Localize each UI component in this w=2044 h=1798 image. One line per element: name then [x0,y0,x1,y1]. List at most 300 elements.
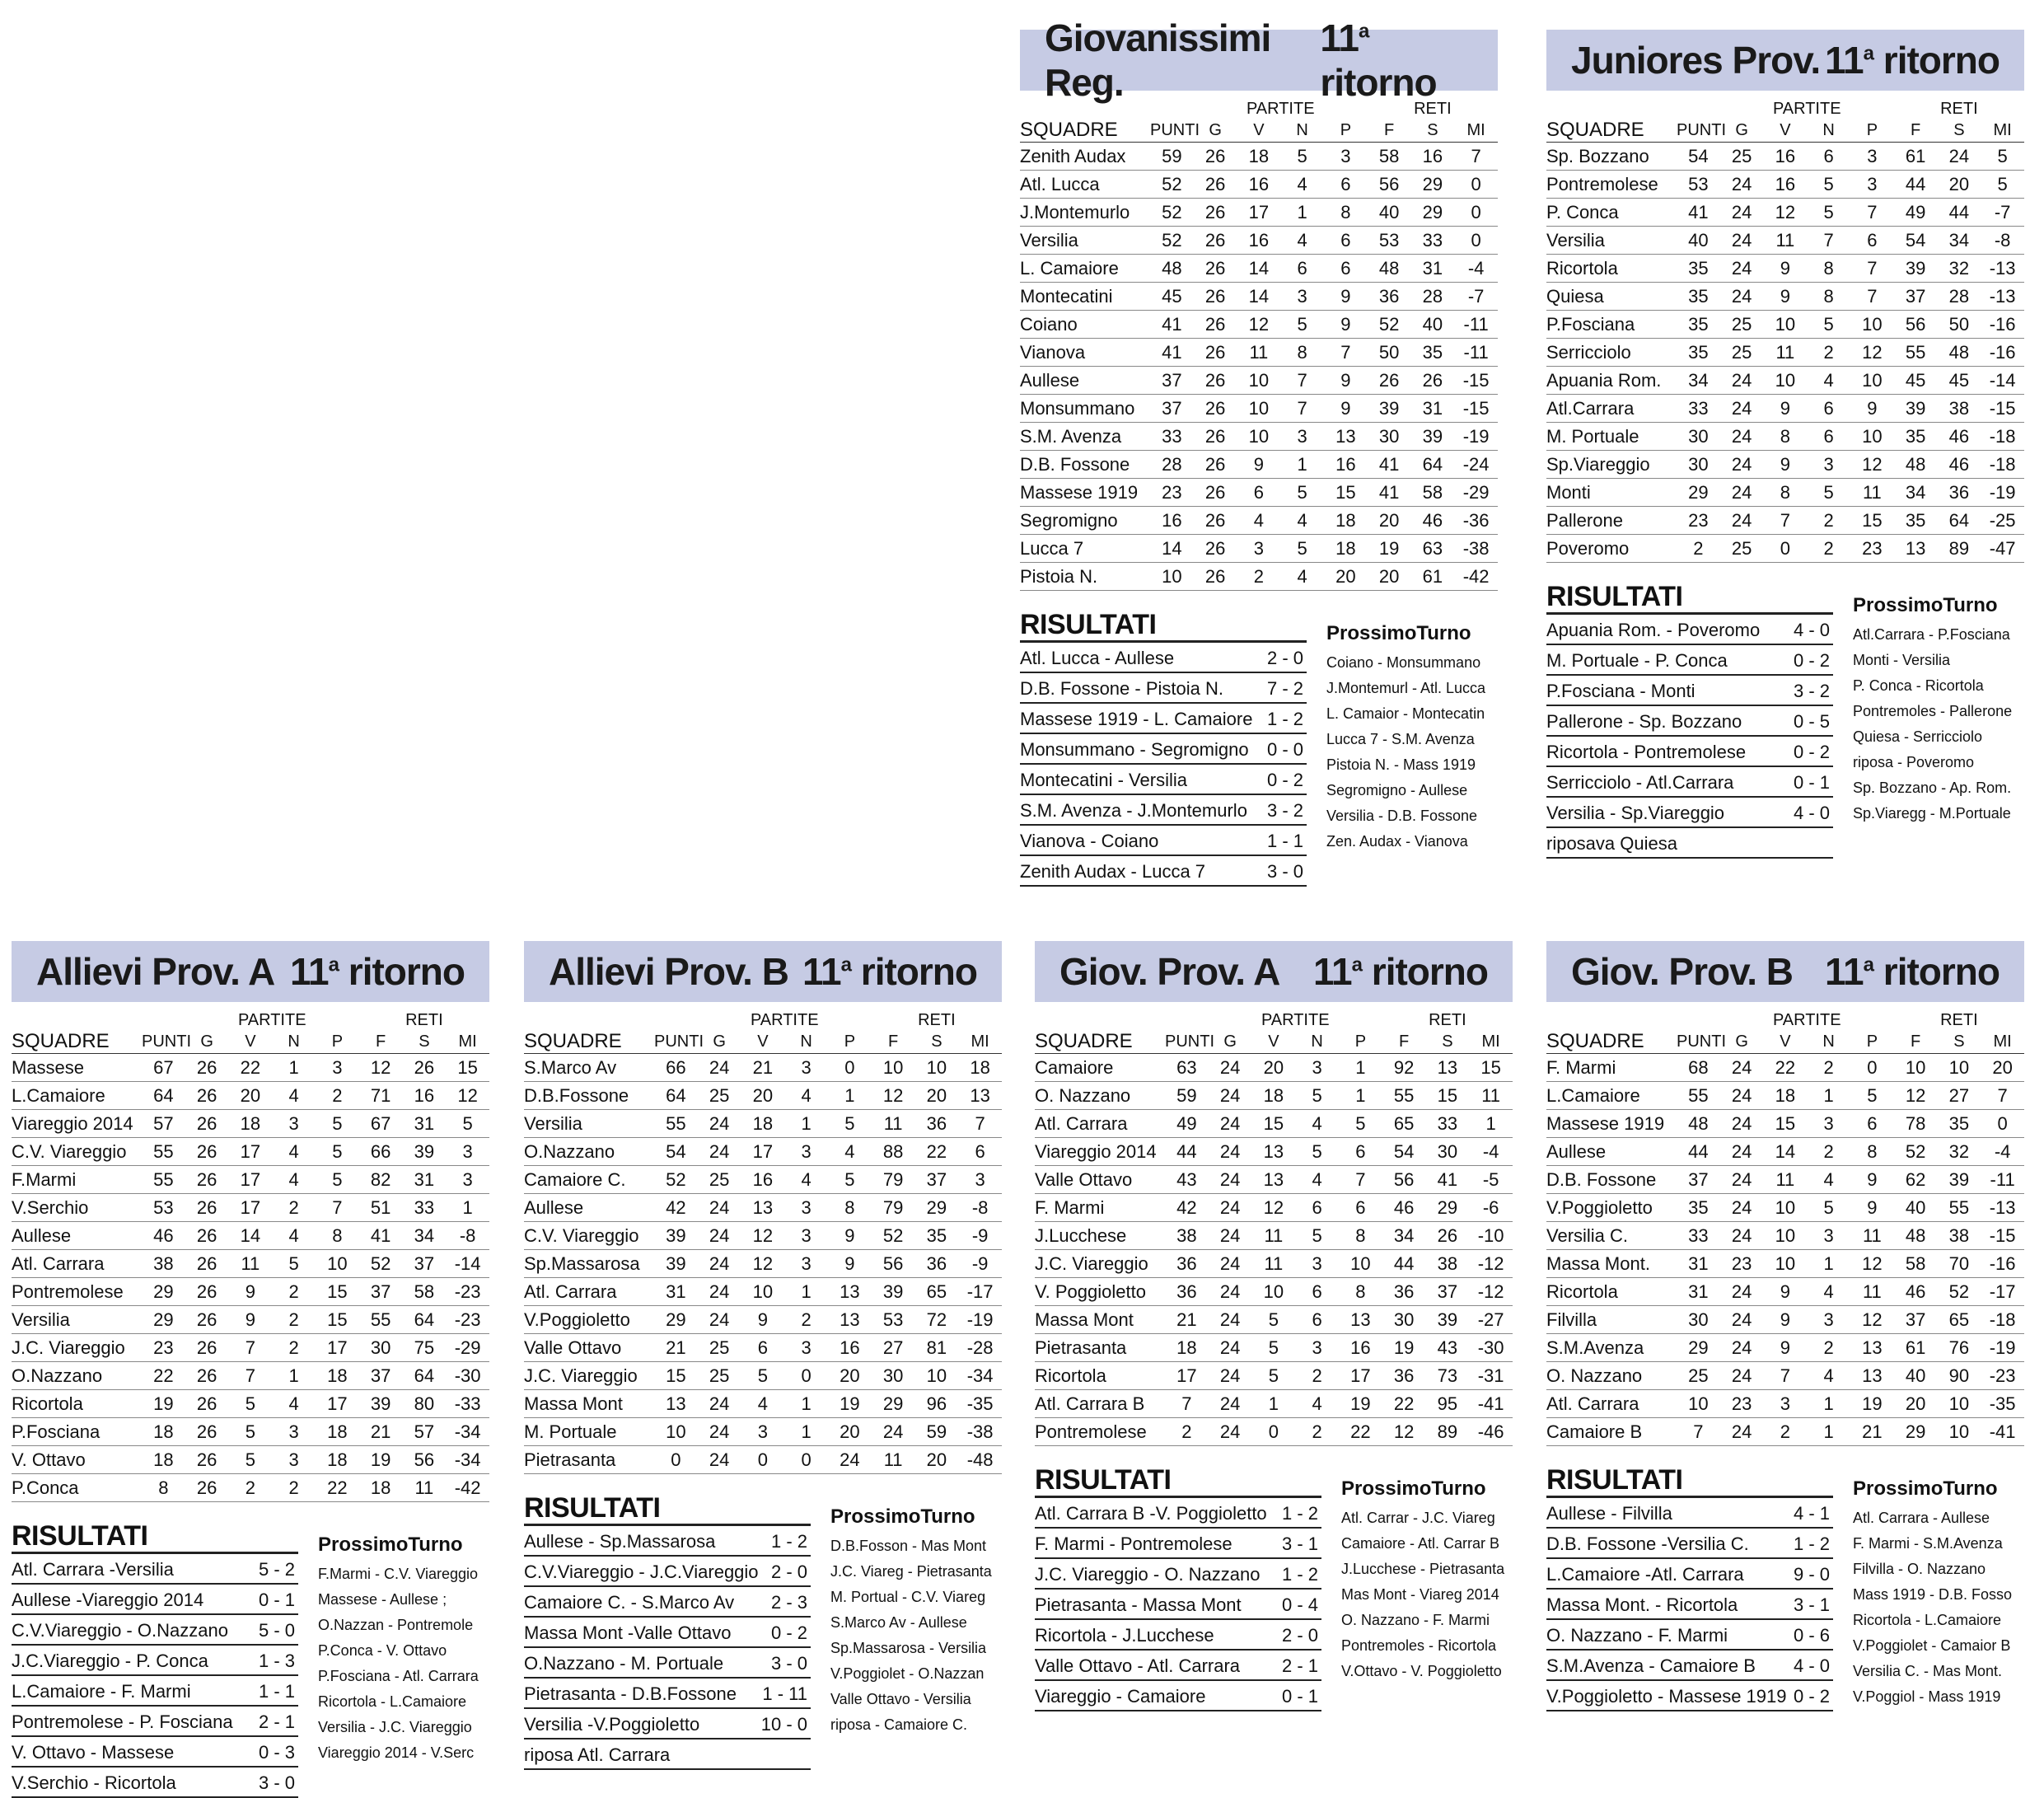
result-row [12,1707,298,1737]
next-match: D.B.Fosson - Mas Mont [830,1538,987,1554]
table-row [1546,1194,2024,1222]
panel-banner [1546,941,2024,1002]
stat-cell: 15 [1469,1054,1513,1082]
stat-cell: 8 [1339,1278,1382,1306]
next-match: J.C. Viareg - Pietrasanta [830,1563,992,1580]
round-number: 11 [1825,950,1864,993]
stat-cell: 55 [1382,1082,1426,1110]
team-name: Atl. Carrara B [1035,1390,1165,1418]
stat-cell: -24 [1454,451,1498,479]
reti-header: RETI [1414,100,1452,118]
col-header-s: S [1426,1030,1470,1054]
table-row [1035,1082,1513,1110]
table-row [1020,423,1498,451]
match-score: 0 - 3 [258,1742,295,1763]
match-score: 1 - 2 [1281,1503,1318,1524]
match-teams: Camaiore C. - S.Marco Av [524,1592,735,1613]
stat-cell: 23 [1150,479,1194,507]
next-round-block [1326,617,1508,855]
stat-cell: 11 [872,1110,915,1138]
stat-cell: 13 [654,1390,698,1418]
stat-cell: 29 [1894,1418,1938,1446]
stat-cell: 19 [1382,1334,1426,1362]
table-row [12,1446,489,1474]
stat-cell: 37 [915,1166,959,1194]
next-match: Sp.Massarosa - Versilia [830,1640,987,1656]
stat-cell: 34 [1938,227,1981,255]
stat-cell: 12 [1764,199,1808,227]
stat-cell: 4 [1807,367,1850,395]
stat-cell: 36 [1938,479,1981,507]
match-teams: Atl. Lucca - Aullese [1020,648,1175,668]
stat-cell: -12 [1469,1278,1513,1306]
next-match: Mass 1919 - D.B. Fosso [1853,1586,2013,1603]
stat-cell: 9 [828,1250,872,1278]
lower-section [1546,1464,2024,1711]
next-round-block [1853,1473,2034,1710]
stat-cell: 36 [915,1250,959,1278]
team-name: Monsummano [1020,395,1150,423]
team-name: J.C. Viareggio [1035,1250,1165,1278]
stat-cell: 2 [272,1474,316,1502]
stat-cell: 5 [1807,199,1850,227]
stat-cell: 27 [872,1334,915,1362]
col-header-f: F [1382,1030,1426,1054]
stat-cell: 66 [359,1138,403,1166]
stat-cell: 7 [229,1362,273,1390]
stat-cell: 2 [1295,1362,1339,1390]
next-match: V.Poggiolet - O.Nazzan [830,1665,985,1682]
table-row [12,1362,489,1390]
stat-cell: 24 [1720,1054,1764,1082]
table-row [1020,171,1498,199]
stat-cell: 4 [272,1390,316,1418]
round-ordinal: a [1351,953,1363,976]
team-name: Viareggio 2014 [1035,1138,1165,1166]
stat-cell: 1 [1807,1418,1850,1446]
stat-cell: -6 [1469,1194,1513,1222]
table-row [524,1306,1002,1334]
col-header-v: V [229,1030,273,1054]
results-block [1035,1464,1321,1711]
team-name: Aullese [1546,1138,1677,1166]
team-name: S.M. Avenza [1020,423,1150,451]
stat-cell: 26 [1194,255,1237,283]
col-header-p: P [1339,1030,1382,1054]
stat-cell: 7 [1339,1166,1382,1194]
stat-cell: 24 [1209,1110,1252,1138]
stat-cell: 24 [698,1306,741,1334]
stat-cell: 4 [1295,1166,1339,1194]
stat-cell: 64 [142,1082,185,1110]
result-row [1035,1620,1321,1651]
table-row [1546,1082,2024,1110]
stat-cell: 37 [1150,395,1194,423]
stat-cell: 5 [1295,1222,1339,1250]
stat-cell: 24 [1720,451,1764,479]
stat-cell: 4 [1280,227,1324,255]
next-match: riposa - Camaiore C. [830,1716,968,1733]
stat-cell: 3 [1764,1390,1808,1418]
stat-cell: 29 [915,1194,959,1222]
stat-cell: -28 [958,1334,1002,1362]
table-row [1546,143,2024,171]
next-match: Ricortola - L.Camaiore [1853,1612,2002,1628]
stat-cell: 5 [272,1250,316,1278]
stat-cell: 29 [142,1306,185,1334]
col-header-s: S [1938,119,1981,143]
table-row [1020,143,1498,171]
stat-cell: 0 [1454,199,1498,227]
stat-cell: 26 [1194,283,1237,311]
team-name: Ricortola [12,1390,142,1418]
panel-banner [1546,30,2024,91]
stat-cell: 8 [1807,283,1850,311]
stat-cell: -34 [446,1418,489,1446]
col-header-p: P [1324,119,1368,143]
table-row [1546,367,2024,395]
table-row [1020,507,1498,535]
stat-cell: 22 [142,1362,185,1390]
match-score: 4 - 0 [1793,1655,1830,1676]
stat-cell: 1 [784,1418,828,1446]
col-header-s: S [403,1030,447,1054]
spacer-header [1677,97,1720,119]
team-name: Valle Ottavo [1035,1166,1165,1194]
col-header-v: V [1252,1030,1296,1054]
stat-cell: 26 [1194,143,1237,171]
table-row [1546,395,2024,423]
col-header-g: G [698,1030,741,1054]
stat-cell: 26 [1194,311,1237,339]
round-word: ritorno [1883,39,2000,82]
stat-cell: 6 [1237,479,1281,507]
team-name: J.C. Viareggio [524,1362,654,1390]
stat-cell: 31 [1411,255,1455,283]
table-row [524,1110,1002,1138]
stat-cell: 26 [1194,339,1237,367]
stat-cell: 88 [872,1138,915,1166]
col-header-n: N [1807,1030,1850,1054]
results-block [12,1520,298,1798]
table-row [524,1250,1002,1278]
stat-cell: 44 [1382,1250,1426,1278]
stat-cell: 29 [1677,1334,1720,1362]
stat-cell: 90 [1938,1362,1981,1390]
stat-cell: 6 [1807,423,1850,451]
team-name: O.Nazzano [524,1138,654,1166]
stat-cell: 1 [784,1110,828,1138]
stat-cell: 52 [1150,171,1194,199]
stat-cell: 5 [1280,479,1324,507]
stat-cell: 17 [316,1390,359,1418]
stat-cell: 24 [1209,1250,1252,1278]
stat-cell: 5 [741,1362,785,1390]
stat-cell: 4 [784,1082,828,1110]
next-match: Versilia - D.B. Fossone [1326,808,1478,824]
next-match: V.Ottavo - V. Poggioletto [1341,1663,1502,1679]
stat-cell: 3 [784,1138,828,1166]
results-block [1546,581,1833,859]
stat-cell: 65 [1382,1110,1426,1138]
stat-cell: 9 [1764,1306,1808,1334]
match-score: 1 - 2 [1266,709,1303,729]
stat-cell: -42 [1454,563,1498,591]
col-header-v: V [1237,119,1281,143]
match-teams: Serricciolo - Atl.Carrara [1546,772,1734,793]
stat-cell: 1 [784,1390,828,1418]
stat-cell: 5 [1252,1306,1296,1334]
stat-cell: -25 [1981,507,2024,535]
stat-cell: 12 [1850,339,1894,367]
stat-cell: 39 [1368,395,1411,423]
lower-section [524,1492,1002,1770]
result-row [12,1646,298,1676]
table-row [1020,339,1498,367]
results-block [1020,609,1307,887]
team-name: P.Conca [12,1474,142,1502]
stat-cell: 30 [1382,1306,1426,1334]
stat-cell: 37 [359,1362,403,1390]
match-score: 0 - 2 [770,1622,807,1643]
stat-cell: 24 [1720,1194,1764,1222]
stat-cell: 8 [1339,1222,1382,1250]
table-row [1035,1362,1513,1390]
stat-cell: -19 [1981,479,2024,507]
result-row [524,1618,811,1648]
stat-cell: 24 [1938,143,1981,171]
stat-cell: -4 [1454,255,1498,283]
stat-cell: 24 [1720,423,1764,451]
stat-cell: 41 [359,1222,403,1250]
match-teams: C.V.Viareggio - J.C.Viareggio [524,1562,759,1582]
stat-cell: 38 [1938,1222,1981,1250]
result-row [1546,767,1833,798]
col-header-s: S [915,1030,959,1054]
stat-cell: 56 [403,1446,447,1474]
stat-cell: 41 [1150,311,1194,339]
table-row [12,1250,489,1278]
stat-cell: 36 [1382,1278,1426,1306]
stat-cell: 26 [185,1054,229,1082]
stat-cell: 26 [1368,367,1411,395]
round-label [290,949,465,994]
stat-cell: -29 [446,1334,489,1362]
stat-cell: 8 [1764,479,1808,507]
match-teams: L.Camaiore - F. Marmi [12,1681,191,1702]
team-name: Versilia C. [1546,1222,1677,1250]
stat-cell: 7 [1280,367,1324,395]
table-row [524,1082,1002,1110]
result-row [524,1739,811,1770]
table-row [1020,311,1498,339]
stat-cell: 65 [915,1278,959,1306]
stat-cell: 35 [1677,1194,1720,1222]
match-score: 2 - 0 [1266,648,1303,668]
stat-cell: 20 [229,1082,273,1110]
squadre-header: SQUADRE [12,1009,142,1054]
result-row [524,1679,811,1709]
match-score: 0 - 1 [258,1590,295,1610]
stat-cell: 56 [1368,171,1411,199]
stat-cell: 80 [403,1390,447,1418]
table-row [12,1194,489,1222]
stat-cell: 1 [446,1194,489,1222]
stat-cell: 11 [1850,1222,1894,1250]
team-name: Massa Mont [524,1390,654,1418]
stat-cell: 15 [446,1054,489,1082]
stat-cell: -46 [1469,1418,1513,1446]
table-row [1546,283,2024,311]
stat-cell: 24 [1720,507,1764,535]
round-number: 11 [1320,16,1359,59]
next-match: Filvilla - O. Nazzano [1853,1561,1986,1577]
stat-cell: 28 [1150,451,1194,479]
stat-cell: 26 [1194,563,1237,591]
result-row [1546,706,1833,737]
stat-cell: 7 [1850,199,1894,227]
stat-cell: 24 [1720,1334,1764,1362]
stat-cell: 2 [1807,339,1850,367]
stat-cell: 35 [1677,255,1720,283]
stat-cell: 9 [1324,367,1368,395]
match-score: 0 - 2 [1793,1686,1830,1707]
stat-cell: 24 [698,1054,741,1082]
match-score: 1 - 2 [1793,1533,1830,1554]
stat-cell: 18 [958,1054,1002,1082]
stat-cell: 12 [1850,1306,1894,1334]
stat-cell: 23 [1850,535,1894,563]
stat-cell: 21 [359,1418,403,1446]
match-score: 1 - 1 [1266,831,1303,851]
standings-table [1546,97,2024,563]
col-header-g: G [1720,1030,1764,1054]
prossimo-turno-title: ProssimoTurno [830,1505,975,1528]
stat-cell: 10 [316,1250,359,1278]
stat-cell: 3 [1280,423,1324,451]
next-match: Quiesa - Serricciolo [1853,728,1983,745]
stat-cell: 6 [958,1138,1002,1166]
col-header-s: S [1938,1030,1981,1054]
stat-cell: 5 [828,1110,872,1138]
stat-cell: 0 [784,1362,828,1390]
team-name: P. Conca [1546,199,1677,227]
match-teams: Pallerone - Sp. Bozzano [1546,711,1742,732]
stat-cell: 24 [698,1390,741,1418]
stat-cell: 3 [1807,1110,1850,1138]
match-teams: Atl. Carrara B -V. Poggioletto [1035,1503,1267,1524]
stat-cell: 16 [1150,507,1194,535]
team-name: S.M.Avenza [1546,1334,1677,1362]
match-teams: J.C.Viareggio - P. Conca [12,1651,208,1671]
stat-cell: 36 [1165,1278,1209,1306]
stat-cell: 43 [1426,1334,1470,1362]
stat-cell: 89 [1426,1418,1470,1446]
stat-cell: 39 [1938,1166,1981,1194]
stat-cell: 52 [1150,199,1194,227]
stat-cell: 26 [185,1166,229,1194]
table-row [1546,171,2024,199]
team-name: Montecatini [1020,283,1150,311]
stat-cell: 46 [1382,1194,1426,1222]
stat-cell: 20 [915,1446,959,1474]
stat-cell: -35 [1981,1390,2024,1418]
stat-cell: 16 [1339,1334,1382,1362]
stat-cell: 12 [1850,451,1894,479]
result-row [12,1554,298,1585]
round-number: 11 [290,950,329,993]
stat-cell: 39 [872,1278,915,1306]
stat-cell: 55 [142,1166,185,1194]
stat-cell: 15 [1764,1110,1808,1138]
lower-section [12,1520,489,1798]
stat-cell: 26 [1194,367,1237,395]
stat-cell: 11 [403,1474,447,1502]
match-teams: Vianova - Coiano [1020,831,1159,851]
stat-cell: 52 [872,1222,915,1250]
stat-cell: 18 [1324,507,1368,535]
stat-cell: 37 [403,1250,447,1278]
result-row [524,1526,811,1557]
stat-cell: 75 [403,1334,447,1362]
result-row [12,1676,298,1707]
table-row [524,1194,1002,1222]
col-header-n: N [272,1030,316,1054]
stat-cell: 27 [1938,1082,1981,1110]
match-teams: Pietrasanta - Massa Mont [1035,1594,1242,1615]
stat-cell: 31 [1677,1250,1720,1278]
match-teams: C.V.Viareggio - O.Nazzano [12,1620,228,1641]
stat-cell: 2 [1807,535,1850,563]
stat-cell: 24 [1720,1138,1764,1166]
stat-cell: 25 [1720,311,1764,339]
stat-cell: 46 [142,1222,185,1250]
stat-cell: -13 [1981,1194,2024,1222]
stat-cell: 24 [1720,255,1764,283]
stat-cell: 7 [1807,227,1850,255]
stat-cell: 24 [1209,1138,1252,1166]
squadre-header: SQUADRE [1035,1009,1165,1054]
stat-cell: 32 [1938,255,1981,283]
stat-cell: 58 [1894,1250,1938,1278]
stat-cell: 23 [142,1334,185,1362]
team-name: Filvilla [1546,1306,1677,1334]
stat-cell: 33 [1426,1110,1470,1138]
stat-cell: 41 [1426,1166,1470,1194]
stat-cell: 24 [698,1418,741,1446]
match-score: 1 - 1 [258,1681,295,1702]
stat-cell: 29 [654,1306,698,1334]
stat-cell: 10 [915,1362,959,1390]
match-score: 2 - 0 [770,1562,807,1582]
prossimo-turno-title: ProssimoTurno [1853,594,1998,616]
table-row [1546,1138,2024,1166]
table-row [1020,563,1498,591]
stat-cell: 9 [1764,283,1808,311]
stat-cell: 89 [1938,535,1981,563]
stat-cell: 2 [1807,1138,1850,1166]
team-name: Camaiore B [1546,1418,1677,1446]
stat-cell: 26 [185,1278,229,1306]
team-name: S.Marco Av [524,1054,654,1082]
round-label [1313,949,1488,994]
stat-cell: 26 [1194,199,1237,227]
stat-cell: 25 [1720,535,1764,563]
match-teams: Versilia -V.Poggioletto [524,1714,700,1735]
panel-allievi-prov-a [12,941,489,1798]
team-name: M. Portuale [1546,423,1677,451]
table-row [524,1446,1002,1474]
